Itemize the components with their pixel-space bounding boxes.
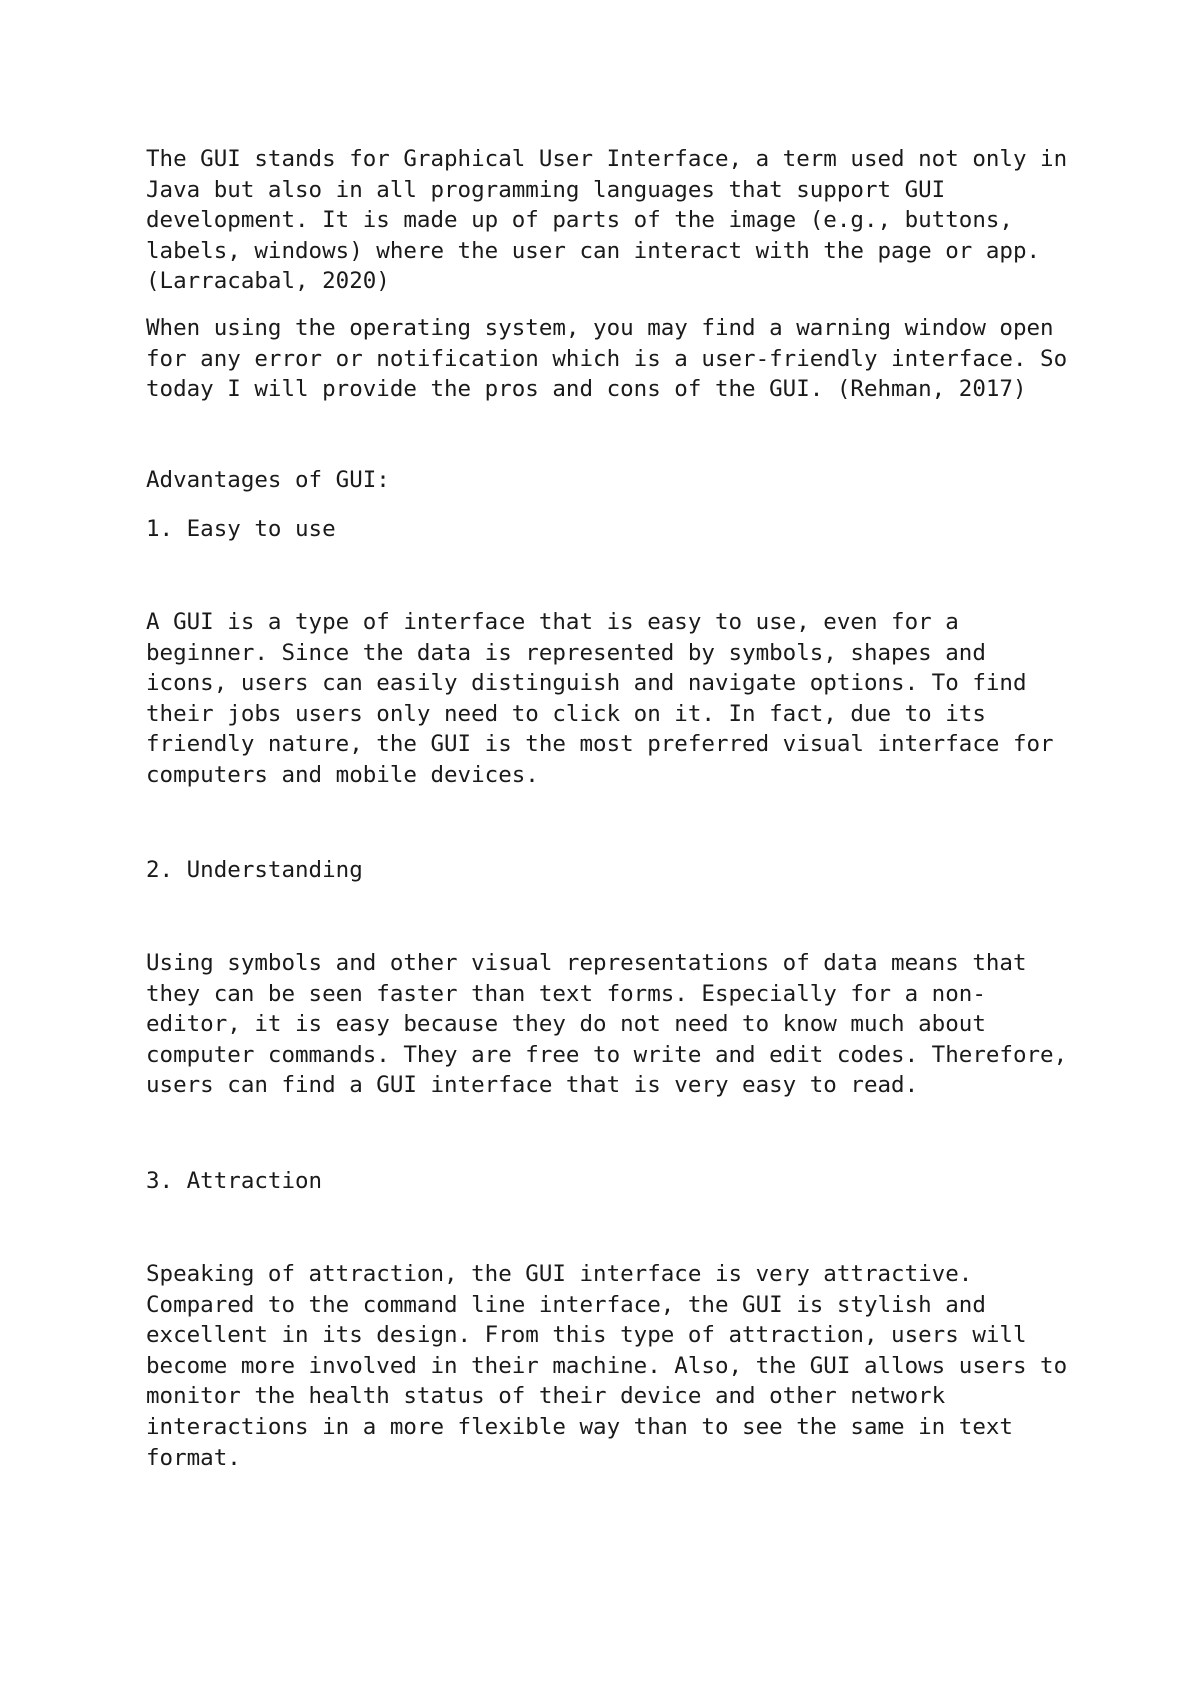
intro-paragraph: The GUI stands for Graphical User Interface, a term used not only in Java but also in all programming languages that support GUI development. It is made up of parts of the image (e.g., buttons, labels, windows) where the user can interact with the page or app. (Larracabal, 2020)	[146, 146, 1068, 295]
item-3-heading: 3. Attraction	[146, 1168, 323, 1194]
item-3-body: Speaking of attraction, the GUI interface is very attractive. Compared to the command line interface, the GUI is stylish and excellent in its design. From this type of attraction, users will become more involved in their machine. Also, the GUI allows users to monitor the health status of their device and other network interactions in a more flexible way than to see the same in text format.	[146, 1261, 1068, 1471]
item-2-body: Using symbols and other visual representations of data means that they can be seen faster than text forms. Especially for a non- editor, it is easy because they do not need to know much about computer commands. They are free to write and edit codes. Therefore, users can find a GUI interface that is very easy to read.	[146, 950, 1068, 1099]
item-2-heading: 2. Understanding	[146, 857, 363, 883]
pros-cons-paragraph: When using the operating system, you may find a warning window open for any error or notification which is a user-friendly interface. So today I will provide the pros and cons of the GUI. (Rehman, 2017)	[146, 315, 1068, 403]
item-1-heading: 1. Easy to use	[146, 516, 336, 542]
item-1-body: A GUI is a type of interface that is easy to use, even for a beginner. Since the data is represented by symbols, shapes and icons, users can easily distinguish and navigate options. To find their jobs users only need to click on it. In fact, due to its friendly nature, the GUI is the most preferred visual interface for computers and mobile devices.	[146, 609, 1054, 788]
advantages-heading: Advantages of GUI:	[146, 467, 390, 493]
